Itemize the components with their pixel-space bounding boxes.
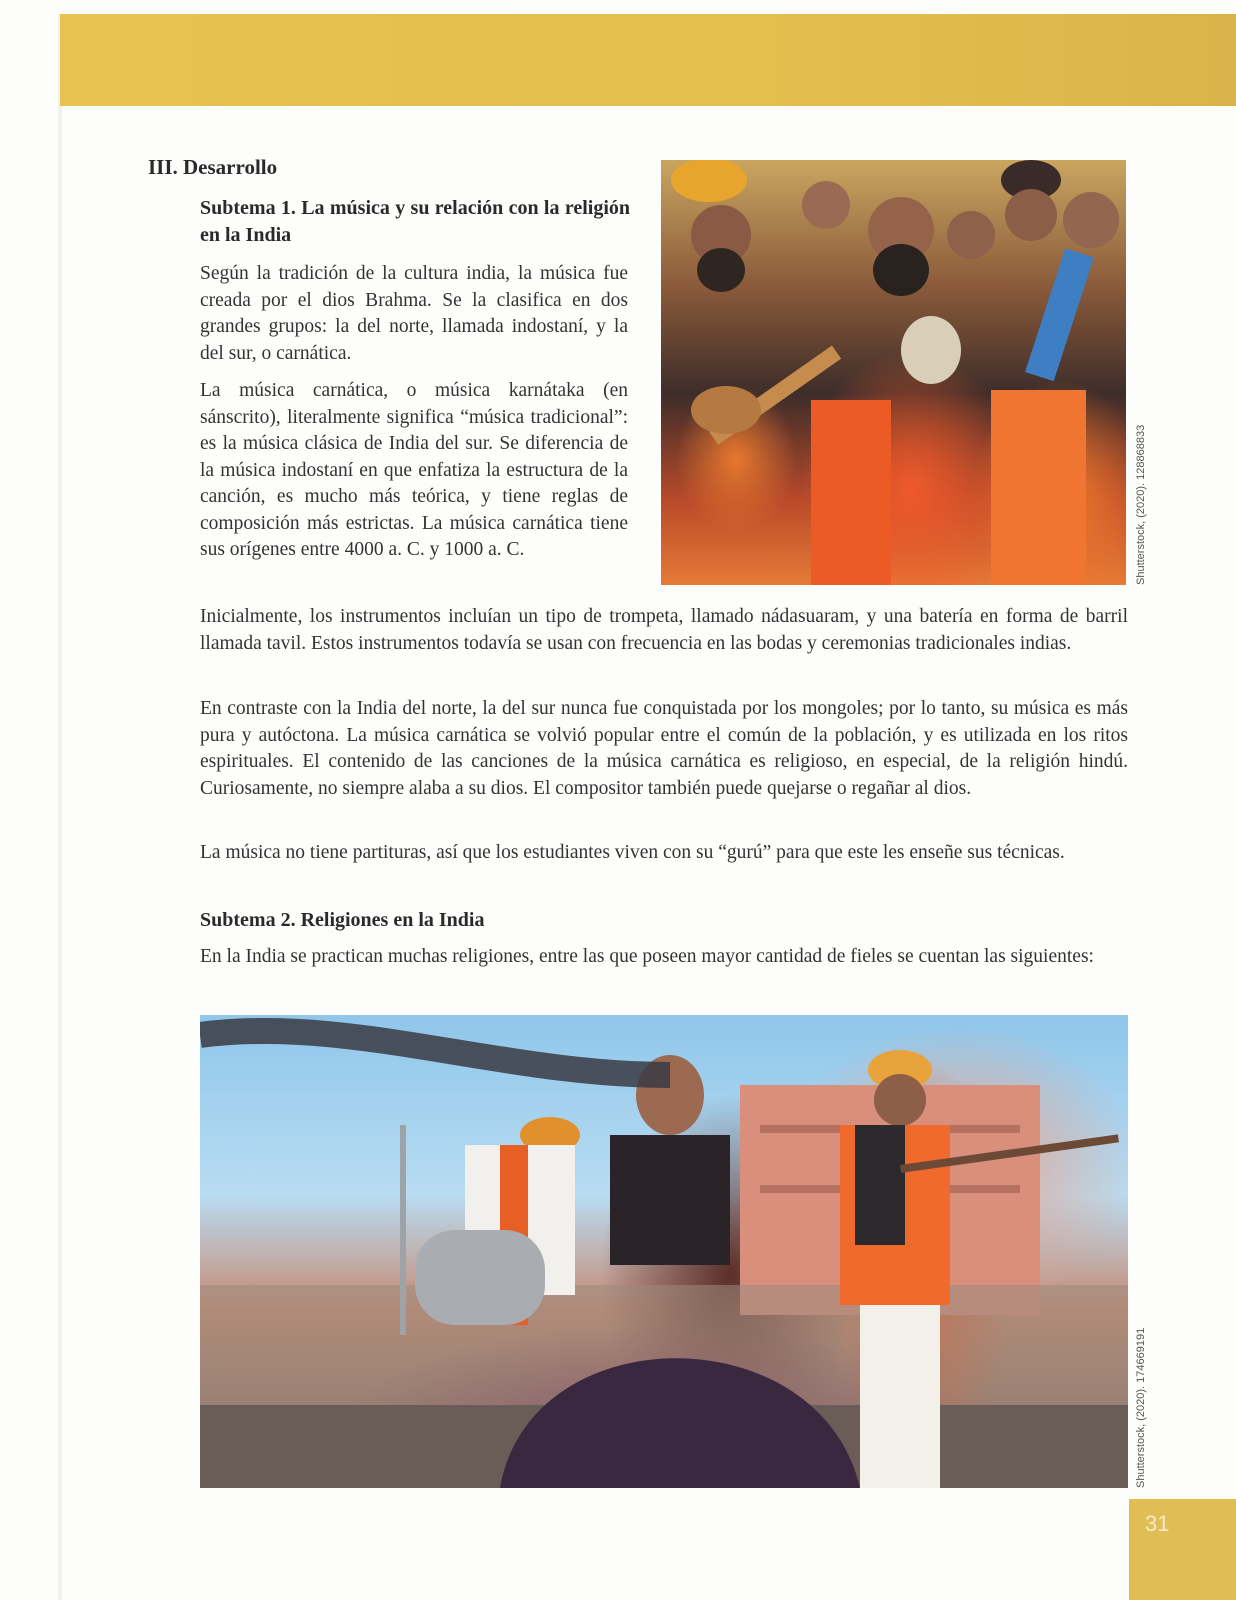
- dancer-illustration: [200, 1015, 1128, 1488]
- paragraph-south-india: En contraste con la India del norte, la del sur nunca fue conquistada por los mongoles; por lo tanto, su música es más pura y autóctona. La música carnática se volvió popular entre el común de la población, y es utilizada en los ritos espirituales. El contenido de las canciones de la música carnática es religioso, en especial, de la religión hindú. Curiosamente, no siempre alaba a su dios. El compositor también puede quejarse o regañar al dios.: [200, 698, 1128, 799]
- subtema-1-title: Subtema 1. La música y su relación con la religión en la India: [200, 197, 630, 246]
- paragraph-carnatic: La música carnática, o música karnátaka (en sánscrito), literalmente significa “música tradicional”: es la música clásica de India del sur. Se diferencia de la música indostaní en que enfatiza la estructura de la canción, es mucho más teórica, y tiene reglas de composición más estrictas. La música carnática tiene sus orígenes entre 4000 a. C. y 1000 a. C.: [200, 380, 628, 560]
- paragraph-origin: Según la tradición de la cultura india, la música fue creada por el dios Brahma. Se la clasifica en dos grandes grupos: la del norte, llamada indostaní, y la del sur, o carnática.: [200, 263, 628, 364]
- subtema-2-title: Subtema 2. Religiones en la India: [200, 909, 485, 931]
- page-number: 31: [1145, 1511, 1170, 1536]
- section-heading: III. Desarrollo: [148, 155, 278, 179]
- photo-dancer: [200, 1015, 1128, 1488]
- musicians-illustration: [661, 160, 1126, 585]
- photo-credit-musicians: Shutterstock, (2020). 128868833: [1135, 424, 1147, 585]
- paragraph-instruments: Inicialmente, los instrumentos incluían un tipo de trompeta, llamado nádasuaram, y una batería en forma de barril llamada tavil. Estos instrumentos todavía se usan con frecuencia en las bodas y ceremonias tradicionales indias.: [200, 606, 1128, 654]
- paragraph-guru: La música no tiene partituras, así que los estudiantes viven con su “gurú” para que este les enseñe sus técnicas.: [200, 842, 1065, 863]
- paragraph-religions: En la India se practican muchas religiones, entre las que poseen mayor cantidad de fieles se cuentan las siguientes:: [200, 946, 1094, 967]
- page-margin-rule: [58, 14, 62, 1600]
- photo-credit-dancer: Shutterstock, (2020). 174669191: [1135, 1327, 1147, 1488]
- header-band: [60, 14, 1236, 106]
- photo-musicians: [661, 160, 1126, 585]
